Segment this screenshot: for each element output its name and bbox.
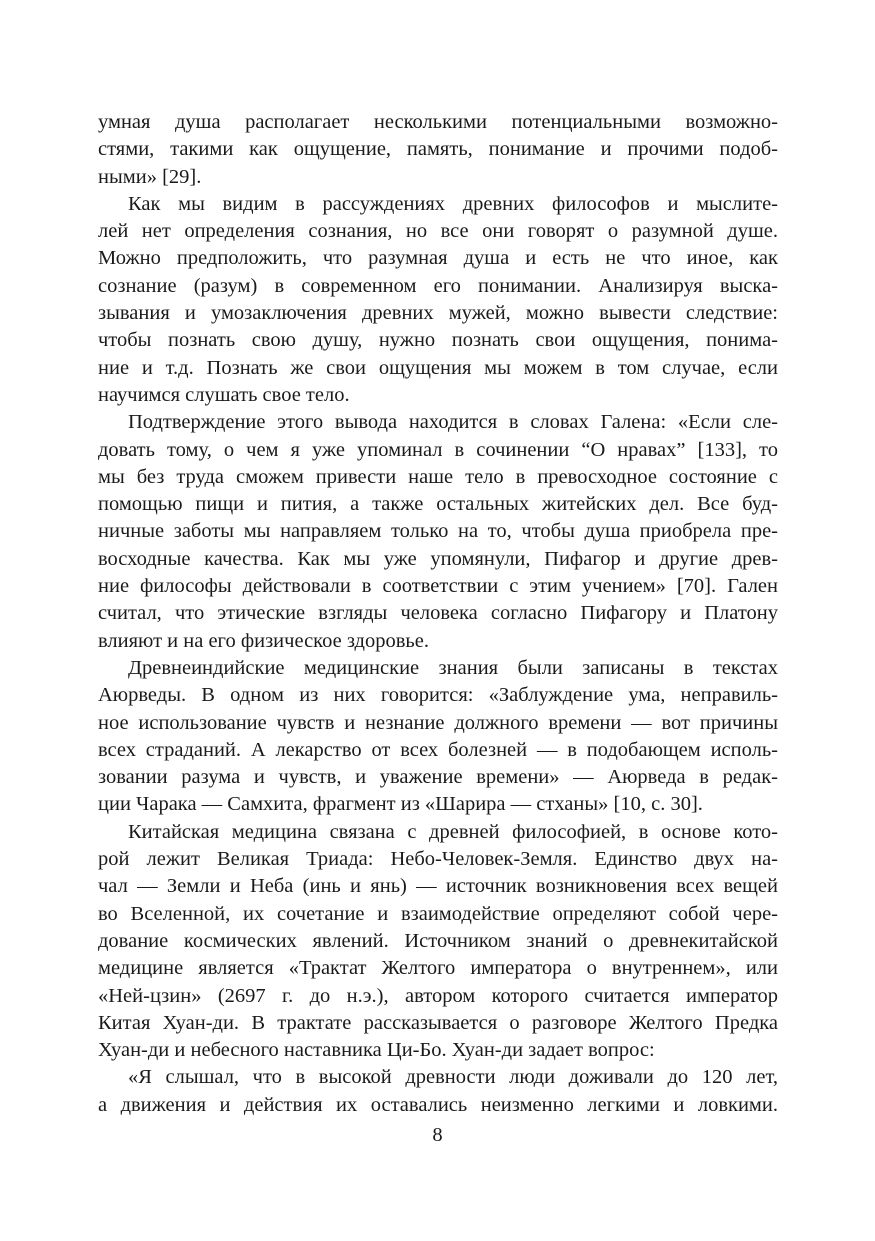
text-line: «Ней-цзин» (2697 г. до н.э.), автором которого считается император: [98, 984, 778, 1007]
text-line: медицине является «Трактат Желтого императора о внутреннем», или: [98, 957, 778, 980]
text-line: ничные заботы мы направляем только на то, чтобы душа приобрела пре-: [98, 520, 778, 543]
text-line: стями, такими как ощущение, память, понимание и прочими подоб-: [98, 138, 778, 161]
text-line: чал — Земли и Неба (инь и янь) — источник возникновения всех вещей: [98, 875, 778, 898]
paragraph-1: [98, 109, 778, 191]
text-line: а движения и действия их оставались неизменно легкими и ловкими.: [98, 1093, 778, 1116]
text-line: умная душа располагает несколькими потенциальными возможно-: [98, 111, 778, 133]
text-line: Подтверждение этого вывода находится в словах Галена: «Если сле-: [128, 411, 778, 434]
text-line: «Я слышал, что в высокой древности люди доживали до 120 лет,: [128, 1066, 778, 1089]
body-text: [98, 109, 778, 1119]
text-line: Китая Хуан-ди. В трактате рассказывается о разговоре Желтого Предка: [98, 1011, 778, 1034]
text-line: восходные качества. Как мы уже упомянули, Пифагор и другие древ-: [98, 547, 778, 570]
paragraph-4: [98, 655, 778, 819]
text-line: рой лежит Великая Триада: Небо-Человек-Земля. Единство двух на-: [98, 848, 778, 871]
paragraph-2: [98, 191, 778, 409]
text-line: ние философы действовали в соответствии с этим учением» [70]. Гален: [98, 575, 778, 598]
paragraph-5: [98, 819, 778, 1065]
text-line: Как мы видим в рассуждениях древних философов и мыслите-: [128, 192, 778, 215]
text-line: сознание (разум) в современном его понимании. Анализируя выска-: [98, 274, 778, 297]
text-line: влияют и на его физическое здоровье.: [98, 629, 429, 652]
text-line: помощью пищи и пития, а также остальных житейских дел. Все буд-: [98, 493, 778, 516]
text-line: во Вселенной, их сочетание и взаимодействие определяют собой чере-: [98, 902, 778, 925]
text-line: ное использование чувств и незнание должного времени — вот причины: [98, 711, 778, 734]
text-line: Хуан-ди и небесного наставника Ци-Бо. Хуан-ди задает вопрос:: [98, 1039, 655, 1062]
text-line: научимся слушать свое тело.: [98, 383, 350, 406]
text-line: ными» [29].: [98, 165, 202, 188]
text-line: лей нет определения сознания, но все они говорят о разумной душе.: [98, 220, 778, 243]
paragraph-3: [98, 409, 778, 655]
text-line: чтобы познать свою душу, нужно познать свои ощущения, понима-: [98, 329, 778, 352]
text-line: Древнеиндийские медицинские знания были записаны в текстах: [128, 656, 778, 679]
text-line: ции Чарака — Самхита, фрагмент из «Шарира — стханы» [10, с. 30].: [98, 793, 703, 816]
text-line: довать тому, о чем я уже упоминал в сочинении “О нравах” [133], то: [98, 438, 778, 461]
text-line: Китайская медицина связана с древней философией, в основе кото-: [128, 820, 778, 843]
text-line: дование космических явлений. Источником знаний о древнекитайской: [98, 929, 778, 952]
text-line: Можно предположить, что разумная душа и есть не что иное, как: [98, 247, 778, 270]
page-number: 8: [432, 1124, 443, 1146]
text-line: всех страданий. А лекарство от всех болезней — в подобающем исполь-: [98, 738, 778, 761]
text-line: ние и т.д. Познать же свои ощущения мы можем в том случае, если: [98, 356, 778, 379]
text-line: Аюрведы. В одном из них говорится: «Заблуждение ума, неправиль-: [98, 684, 778, 707]
text-line: считал, что этические взгляды человека согласно Пифагору и Платону: [98, 602, 778, 625]
text-line: мы без труда сможем привести наше тело в превосходное состояние с: [98, 465, 778, 488]
text-line: зывания и умозаключения древних мужей, можно вывести следствие:: [98, 302, 778, 325]
text-line: зовании разума и чувств, и уважение времени» — Аюрведа в редак-: [98, 766, 778, 789]
paragraph-6: [98, 1064, 778, 1119]
